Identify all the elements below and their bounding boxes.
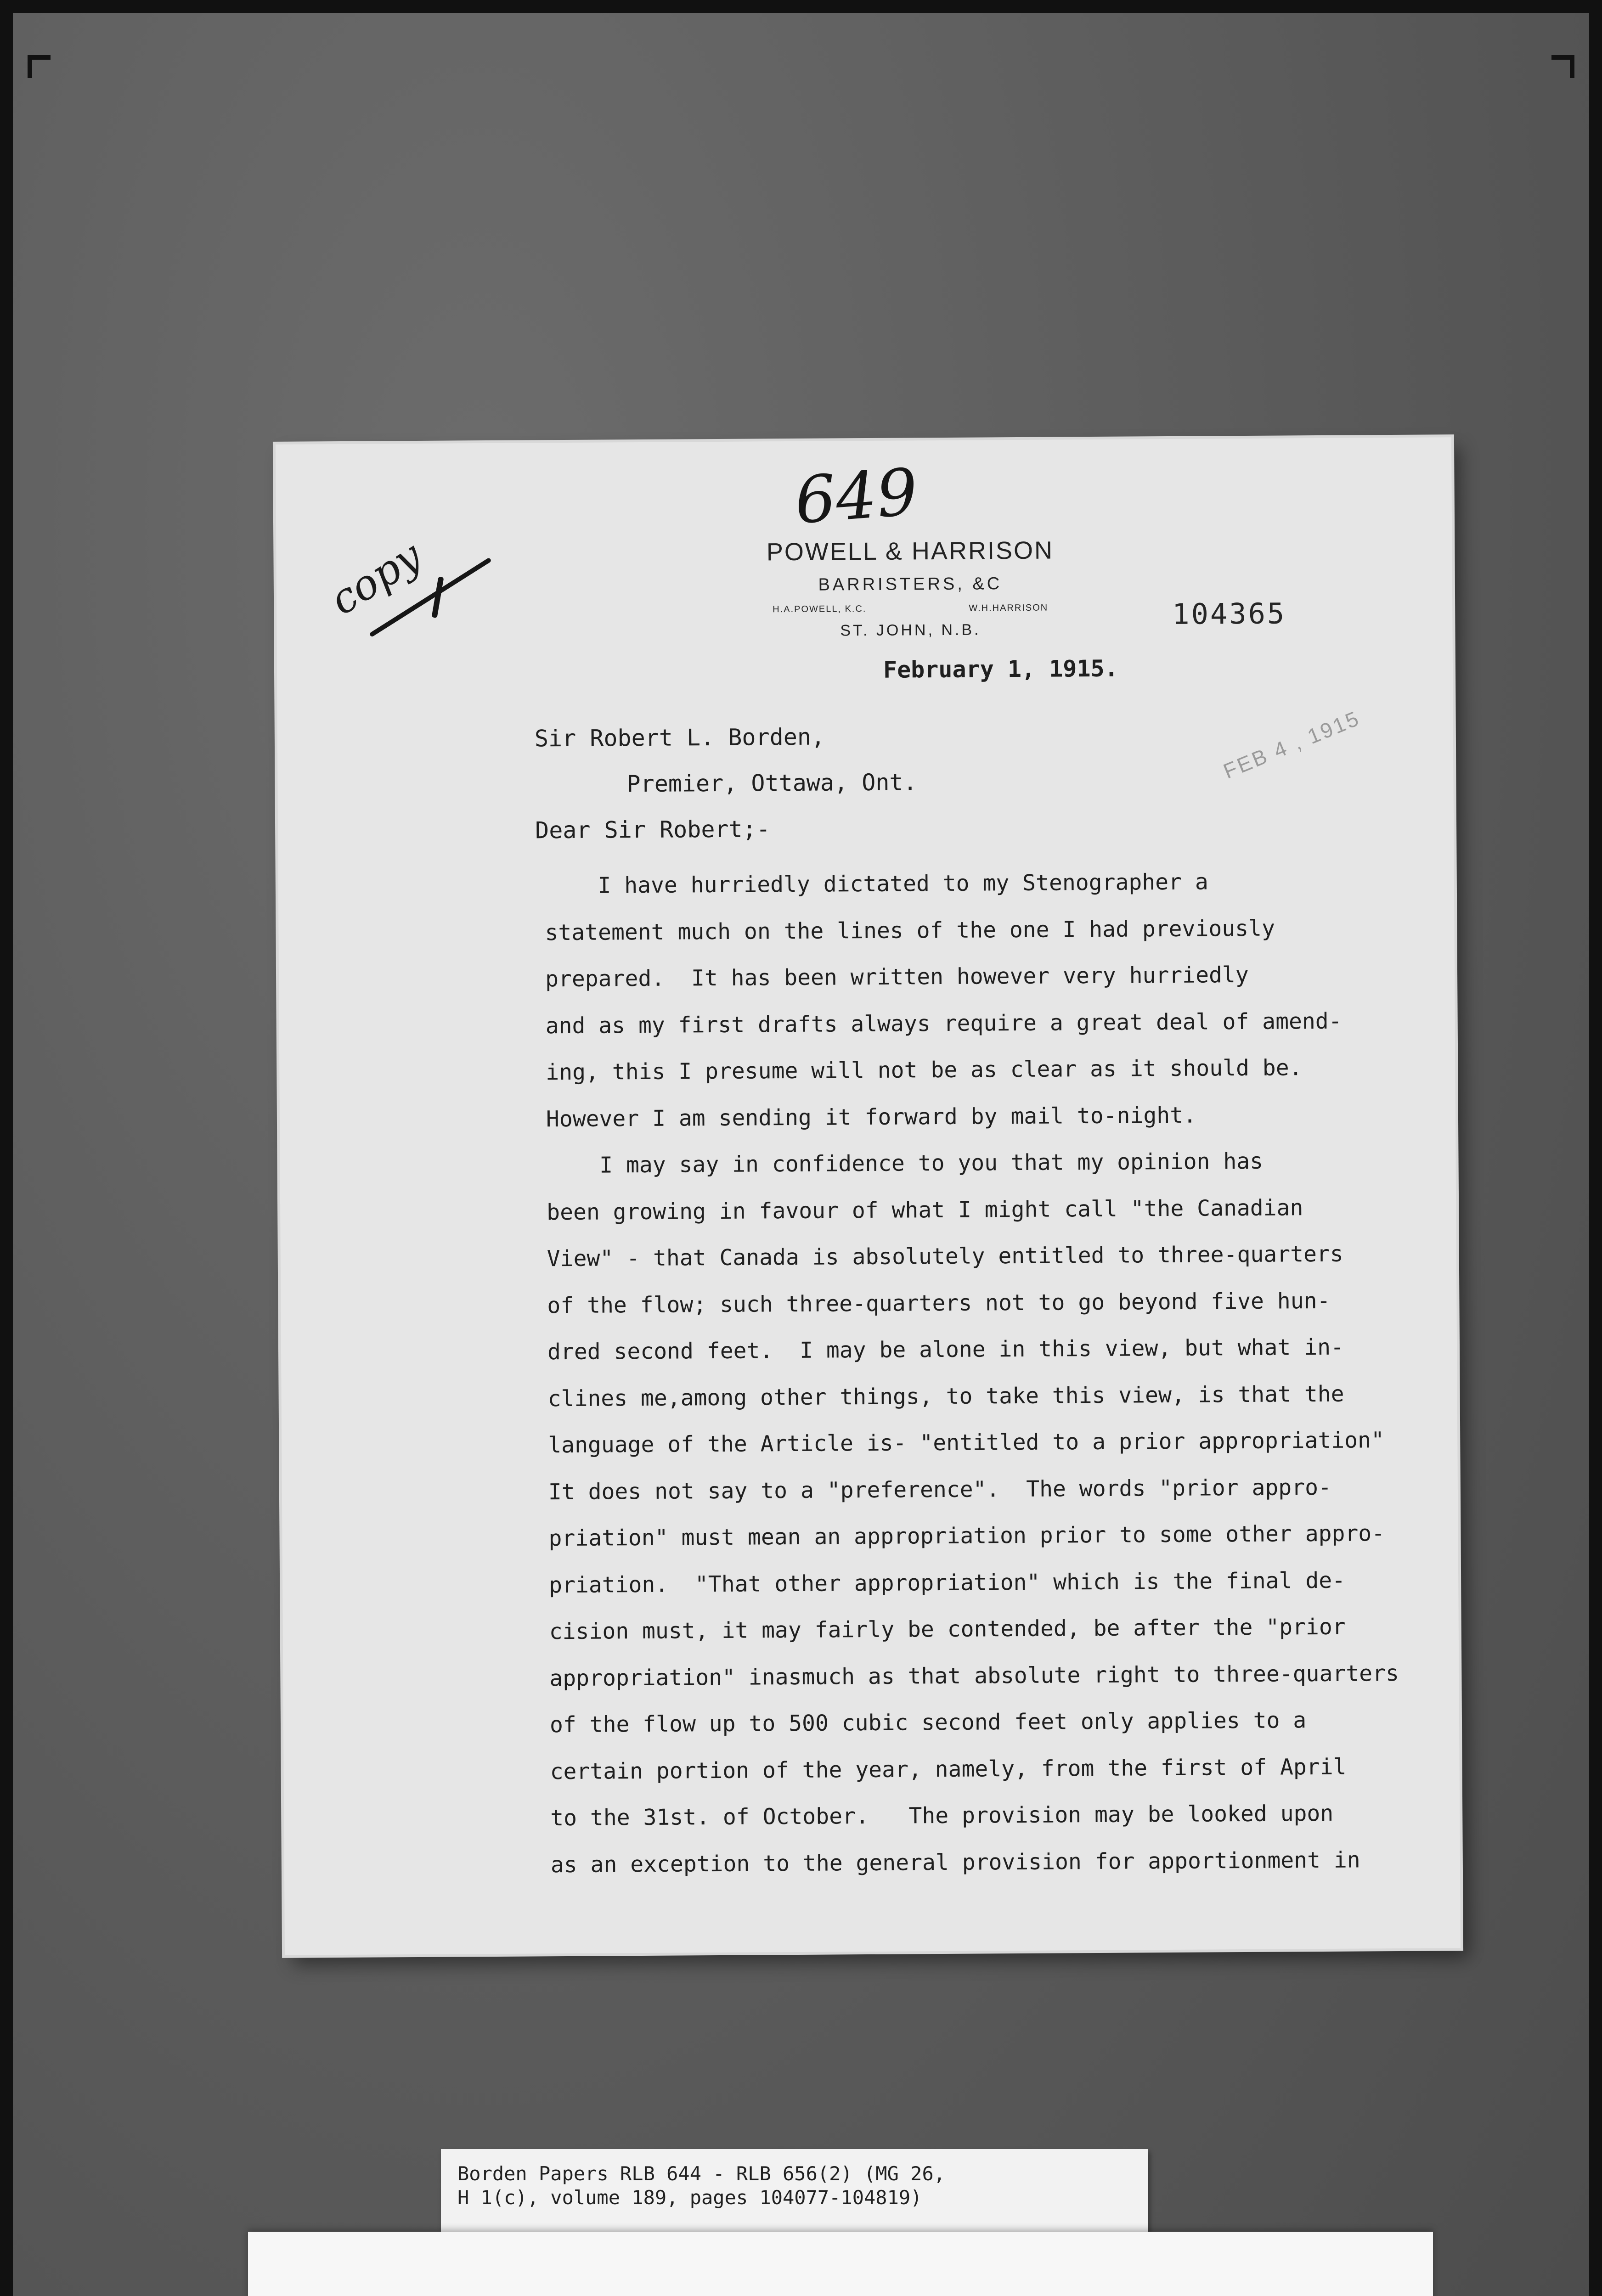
received-date-stamp: FEB 4 , 1915 (1220, 706, 1364, 783)
body-line: However I am sending it forward by mail to-night. (546, 1102, 1197, 1132)
archives-card (248, 2232, 1433, 2296)
letterhead (754, 536, 1066, 640)
body-line: I may say in confidence to you that my opinion has (546, 1148, 1264, 1179)
reference-label (441, 2149, 1148, 2232)
body-line: prepared. It has been written however very hurriedly (545, 962, 1249, 992)
body-line: View" - that Canada is absolutely entitled to three-quarters (547, 1241, 1343, 1272)
handwritten-number: 649 (792, 455, 920, 539)
partner-right: W.H.HARRISON (969, 602, 1049, 613)
body-line: and as my first drafts always require a great deal of amend- (545, 1008, 1342, 1039)
body-line: of the flow; such three-quarters not to go beyond five hun- (547, 1288, 1331, 1318)
reference-line-2: H 1(c), volume 189, pages 104077-104819) (457, 2186, 922, 2209)
recipient-title: Premier, Ottawa, Ont. (626, 769, 917, 798)
body-line: It does not say to a "preference". The words "prior appro- (548, 1474, 1332, 1505)
body-line: certain portion of the year, namely, from the first of April (550, 1754, 1347, 1784)
letter-body (545, 857, 1451, 1888)
body-line: appropriation" inasmuch as that absolute right to three-quarters (549, 1660, 1399, 1691)
partner-left: H.A.POWELL, K.C. (773, 603, 867, 615)
crop-mark-top-left (28, 55, 51, 78)
firm-city: ST. JOHN, N.B. (840, 621, 981, 640)
body-line: priation" must mean an appropriation prior to some other appro- (548, 1520, 1385, 1552)
firm-name: POWELL & HARRISON (766, 536, 1054, 566)
body-line: clines me,among other things, to take this view, is that the (547, 1381, 1344, 1412)
letter-date: February 1, 1915. (883, 655, 1118, 683)
body-line: statement much on the lines of the one I had previously (545, 915, 1275, 945)
document-number: 104365 (1172, 597, 1286, 631)
reference-line-1: Borden Papers RLB 644 - RLB 656(2) (MG 26, (457, 2162, 946, 2185)
body-line: as an exception to the general provision for apportionment in (550, 1846, 1360, 1878)
body-line: been growing in favour of what I might call "the Canadian (547, 1194, 1303, 1225)
firm-partners (754, 602, 1066, 615)
body-line: priation. "That other appropriation" which is the final de- (548, 1567, 1346, 1598)
body-line: to the 31st. of October. The provision may be looked upon (550, 1800, 1334, 1831)
body-line: language of the Article is- "entitled to a prior appropriation" (548, 1427, 1385, 1458)
handwritten-copy-note: copy (322, 531, 430, 625)
body-line: of the flow up to 500 cubic second feet only applies to a (549, 1707, 1307, 1738)
body-line: I have hurriedly dictated to my Stenographer a (544, 869, 1208, 899)
body-line: cision must, it may fairly be contended, be after the "prior (549, 1614, 1346, 1645)
body-line: ing, this I presume will not be as clear as it should be. (546, 1055, 1303, 1086)
body-line: dred second feet. I may be alone in this view, but what in- (547, 1334, 1344, 1365)
salutation: Dear Sir Robert;- (535, 816, 771, 844)
recipient-name: Sir Robert L. Borden, (534, 723, 825, 752)
letter-page (276, 437, 1461, 1955)
crop-mark-top-right (1551, 55, 1574, 78)
firm-profession: BARRISTERS, &C (818, 574, 1003, 595)
